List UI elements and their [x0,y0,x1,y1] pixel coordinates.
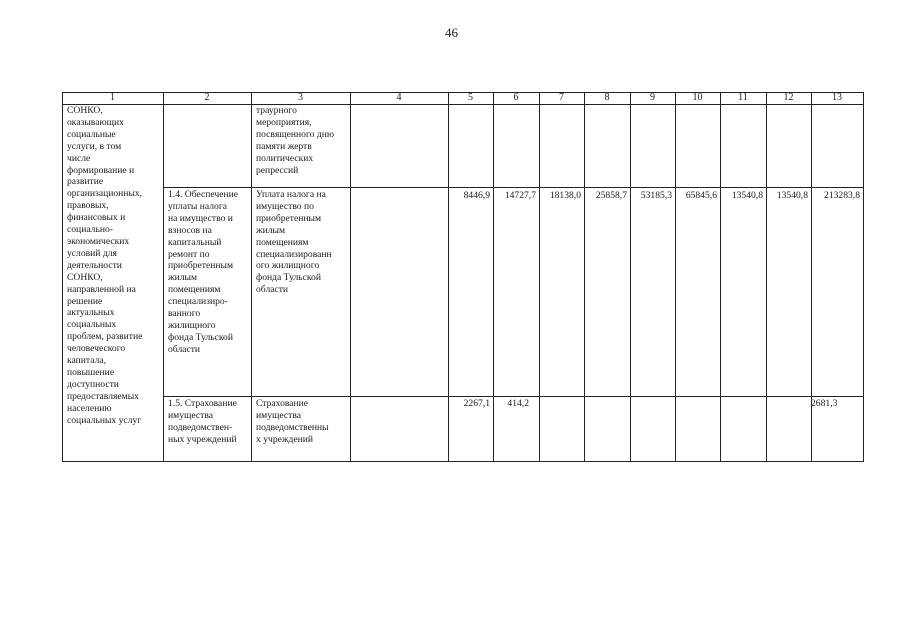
column-header: 2 [204,92,210,103]
column-header: 8 [604,92,610,103]
col-border [766,92,767,462]
row2-value: 13540,8 [776,190,808,201]
row3-value: 2267,1 [463,398,490,409]
row2-value: 14727,7 [504,190,536,201]
row2-value: 8446,9 [463,190,490,201]
column-header: 4 [396,92,402,103]
row2-value: 213283,8 [824,190,860,201]
column-header: 5 [468,92,473,103]
col-border [539,92,540,462]
col-border [350,92,351,462]
table-bottom-border [62,461,863,462]
col-border [163,92,164,462]
row1-col3-text: траурного мероприятия, посвященного дню памяти жертв политических репрессий [256,105,335,176]
column-header: 9 [650,92,655,103]
row1-bottom-border [163,187,863,188]
row2-col2-text: 1.4. Обеспечение уплаты налога на имущество и взносов на капитальный ремонт по приобретенным жилым помещениям специализиро- ванного жилищного фонда Тульской области [168,189,238,355]
col-border [251,92,252,462]
column1-description: СОНКО, оказывающих социальные услуги, в том числе формирование и развитие организационных, правовых, финансовых и социально- экономических условий для деятельности СОНКО, направленной на решение актуальных социальных проблем, развитие человеческого капитала, повышение доступности предоставляемых населению социальных услуг [67,105,143,426]
col-border [584,92,585,462]
col-border [62,92,63,462]
column-header: 7 [559,92,564,103]
row3-value: 414,2 [507,398,529,409]
column-header: 12 [783,92,794,103]
col-border [675,92,676,462]
row3-col3-text: Страхование имущества подведомственны х учреждений [256,398,329,445]
row2-value: 13540,8 [731,190,763,201]
header-bottom-border [62,104,863,105]
row2-bottom-border [163,396,863,397]
column-header: 1 [110,92,115,103]
column-header: 6 [513,92,519,103]
row2-value: 18138,0 [549,190,581,201]
row2-value: 53185,3 [640,190,672,201]
row2-value: 65845,6 [685,190,717,201]
page-number: 46 [445,25,458,40]
col-border [630,92,631,462]
column-header: 3 [298,92,303,103]
column-header: 10 [692,92,703,103]
col-border [720,92,721,462]
row3-col2-text: 1.5. Страхование имущества подведомствен- ных учреждений [168,398,237,445]
column-header: 13 [832,92,842,103]
row2-col3-text: Уплата налога на имущество по приобретенным жилым помещениям специализированн ого жилищного фонда Тульской области [256,189,332,296]
column-header: 11 [738,92,748,103]
row3-value: 2681,3 [811,398,838,409]
row2-value: 25858,7 [595,190,627,201]
col-border [863,92,864,462]
